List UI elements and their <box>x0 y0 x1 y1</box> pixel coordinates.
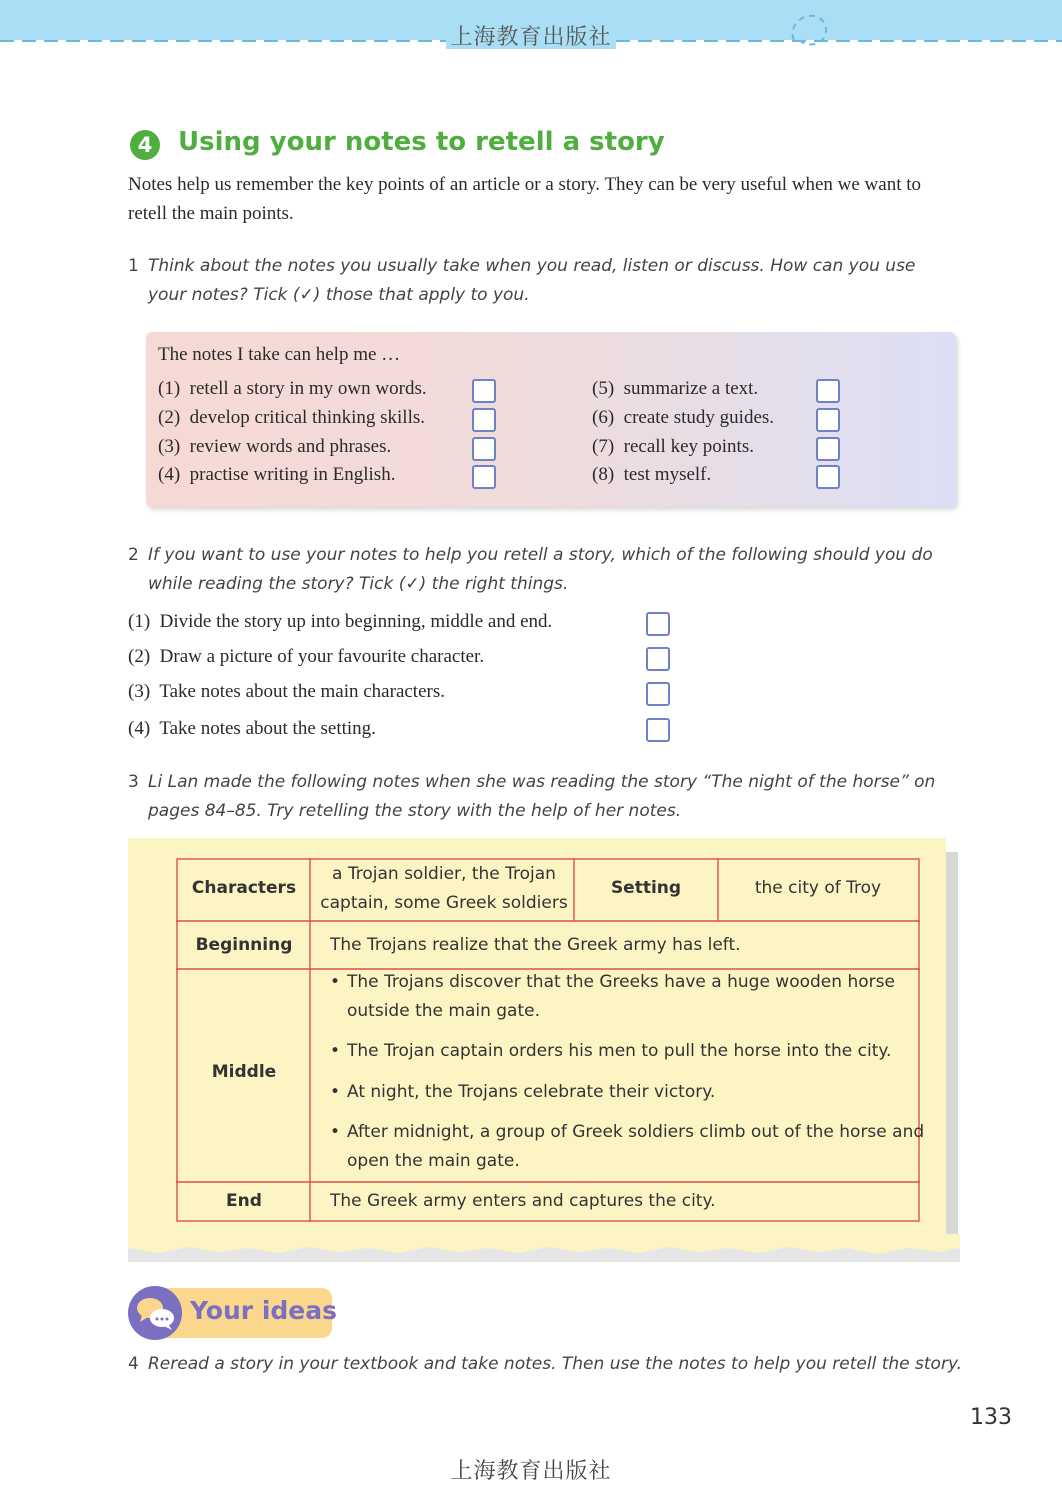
checklist-item <box>158 464 395 486</box>
checklist-item <box>158 436 391 458</box>
checkbox[interactable] <box>816 437 840 461</box>
publisher-footer: 上海教育出版社 <box>450 1458 612 1483</box>
setting-label: Setting <box>610 878 682 898</box>
item-text: develop critical thinking skills. <box>189 407 426 428</box>
checklist-item <box>592 436 754 458</box>
bullet-icon: • <box>330 1041 341 1061</box>
item-number: (2) <box>158 407 181 428</box>
checkbox[interactable] <box>646 612 670 636</box>
section-number-badge: 4 <box>130 130 160 160</box>
checklist-item <box>128 681 445 703</box>
item-number: (8) <box>592 464 615 485</box>
item-number: (5) <box>592 378 615 399</box>
item-text: recall key points. <box>623 436 754 457</box>
checklist-item <box>128 611 552 633</box>
characters-label: Characters <box>191 878 297 898</box>
item-text: create study guides. <box>623 407 775 428</box>
question-number: 2 <box>128 545 139 565</box>
item-text: practise writing in English. <box>189 464 396 485</box>
question-text: Reread a story in your textbook and take notes. Then use the notes to help you retell the story. <box>148 1354 963 1374</box>
middle-item: The Trojan captain orders his men to pull the horse into the city. <box>347 1041 892 1061</box>
item-text: summarize a text. <box>623 378 759 399</box>
checkbox[interactable] <box>816 379 840 403</box>
end-value: The Greek army enters and captures the city. <box>330 1191 716 1211</box>
checklist-item <box>128 646 484 668</box>
section-title: Using your notes to retell a story <box>178 127 665 157</box>
beginning-label: Beginning <box>195 935 293 955</box>
box-title: The notes I take can help me … <box>158 344 401 365</box>
characters-value-line-2: captain, some Greek soldiers <box>320 893 568 913</box>
item-text: test myself. <box>623 464 712 485</box>
question-number: 3 <box>128 772 139 792</box>
question-number: 1 <box>128 256 139 276</box>
checkbox[interactable] <box>646 647 670 671</box>
checklist-item <box>592 464 711 486</box>
beginning-value: The Trojans realize that the Greek army has left. <box>330 935 741 955</box>
setting-value: the city of Troy <box>754 878 882 898</box>
item-number: (4) <box>128 718 151 739</box>
page-number: 133 <box>970 1405 1012 1430</box>
checkbox[interactable] <box>816 465 840 489</box>
question-4 <box>128 1350 968 1379</box>
item-number: (4) <box>158 464 181 485</box>
checkbox[interactable] <box>646 682 670 706</box>
middle-item: The Trojans discover that the Greeks have a huge wooden horse <box>347 972 895 992</box>
middle-item: outside the main gate. <box>347 1001 540 1021</box>
item-number: (2) <box>128 646 151 667</box>
checkbox[interactable] <box>472 408 496 432</box>
middle-label: Middle <box>211 1062 277 1082</box>
middle-item: open the main gate. <box>347 1151 520 1171</box>
question-text: Li Lan made the following notes when she was reading the story “The night of the horse” on pages 84–85. Try retelling the story with the help of her notes. <box>148 772 936 821</box>
item-number: (6) <box>592 407 615 428</box>
checkbox[interactable] <box>472 465 496 489</box>
item-text: Take notes about the setting. <box>159 718 376 739</box>
item-number: (7) <box>592 436 615 457</box>
item-number: (3) <box>158 436 181 457</box>
bullet-icon: • <box>330 1122 341 1142</box>
checkbox[interactable] <box>472 379 496 403</box>
checklist-item <box>128 718 376 740</box>
item-text: retell a story in my own words. <box>189 378 427 399</box>
dashed-swirl-icon <box>786 10 834 52</box>
item-text: Take notes about the main characters. <box>159 681 445 702</box>
end-label: End <box>226 1191 262 1211</box>
checklist-item <box>592 407 774 429</box>
section-intro: Notes help us remember the key points of an article or a story. They can be very useful when we want to retell the main points. <box>128 174 921 224</box>
publisher-header: 上海教育出版社 <box>0 20 1062 51</box>
item-text: Divide the story up into beginning, middle and end. <box>159 611 553 632</box>
question-2 <box>128 541 948 599</box>
item-number: (1) <box>158 378 181 399</box>
middle-item: At night, the Trojans celebrate their victory. <box>347 1082 716 1102</box>
item-number: (3) <box>128 681 151 702</box>
checkbox[interactable] <box>646 718 670 742</box>
bullet-icon: • <box>330 1082 341 1102</box>
question-1 <box>128 252 948 310</box>
bullet-icon: • <box>330 972 341 992</box>
checkbox[interactable] <box>472 437 496 461</box>
question-3 <box>128 768 948 826</box>
question-text: Think about the notes you usually take when you read, listen or discuss. How can you use your notes? Tick (✓) those that apply to you. <box>148 256 916 305</box>
torn-paper-edge <box>128 1228 960 1264</box>
checklist-item <box>592 378 758 400</box>
checklist-item <box>158 378 427 400</box>
item-text: review words and phrases. <box>189 436 392 457</box>
characters-value-line-1: a Trojan soldier, the Trojan <box>332 864 556 884</box>
checklist-item <box>158 407 425 429</box>
question-text: If you want to use your notes to help you retell a story, which of the following should you do while reading the story? Tick (✓) the right things. <box>148 545 933 594</box>
question-number: 4 <box>128 1354 139 1374</box>
item-number: (1) <box>128 611 151 632</box>
middle-item: After midnight, a group of Greek soldiers climb out of the horse and <box>347 1122 925 1142</box>
checkbox[interactable] <box>816 408 840 432</box>
item-text: Draw a picture of your favourite character. <box>159 646 485 667</box>
speech-bubbles-icon <box>128 1286 182 1340</box>
your-ideas-label: Your ideas <box>190 1296 337 1325</box>
